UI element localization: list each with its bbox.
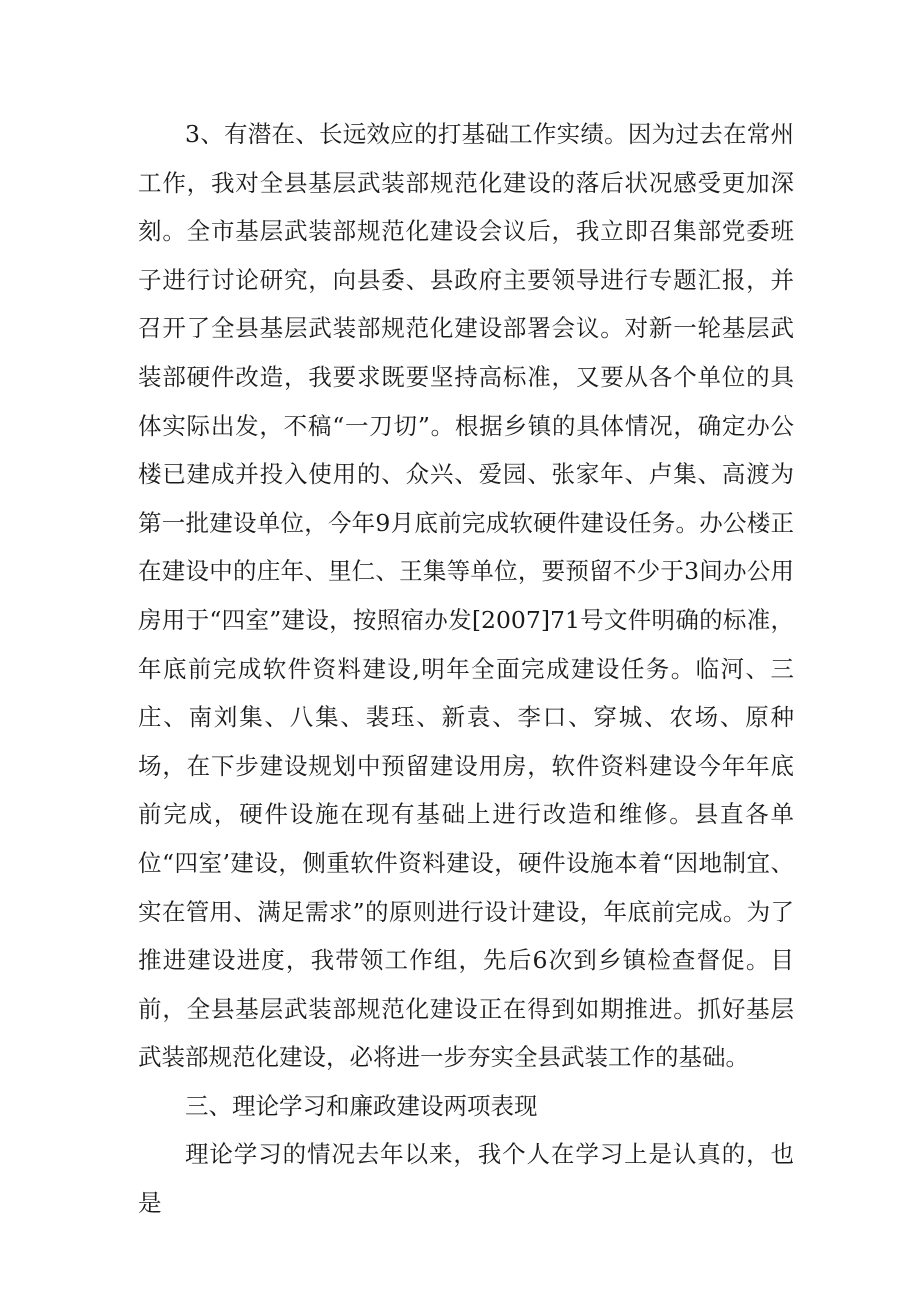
document-body [138,110,794,1228]
body-paragraph: 3、有潜在、长远效应的打基础工作实绩。因为过去在常州工作，我对全县基层武装部规范化建设的落后状况感受更加深刻。全市基层武装部规范化建设会议后，我立即召集部党委班子进行讨论研究，向县委、县政府主要领导进行专题汇报，并召开了全县基层武装部规范化建设部署会议。对新一轮基层武装部硬件改造，我要求既要坚持高标准，又要从各个单位的具体实际出发，不稿“一刀切”。根据乡镇的具体情况，确定办公楼已建成并投入使用的、众兴、爱园、张家年、卢集、高渡为第一批建设单位，今年9月底前完成软硬件建设任务。办公楼正在建设中的庄年、里仁、王集等单位，要预留不少于3间办公用房用于“四室”建设，按照宿办发[2007]71号文件明确的标准，年底前完成软件资料建设,明年全面完成建设任务。临河、三庄、南刘集、八集、裴珏、新袁、李口、穿城、农场、原种场，在下步建设规划中预留建设用房，软件资料建设今年年底前完成，硬件设施在现有基础上进行改造和维修。县直各单位“四室’建设，侧重软件资料建设，硬件设施本着“因地制宜、实在管用、满足需求”的原则进行设计建设，年底前完成。为了推进建设进度，我带领工作组，先后6次到乡镇检查督促。目前，全县基层武装部规范化建设正在得到如期推进。抓好基层武装部规范化建设，必将进一步夯实全县武装工作的基础。 [138,120,794,1072]
section-heading: 三、理论学习和廉政建设两项表现 [185,1091,538,1120]
closing-paragraph: 理论学习的情况去年以来，我个人在学习上是认真的，也是 [138,1140,794,1218]
